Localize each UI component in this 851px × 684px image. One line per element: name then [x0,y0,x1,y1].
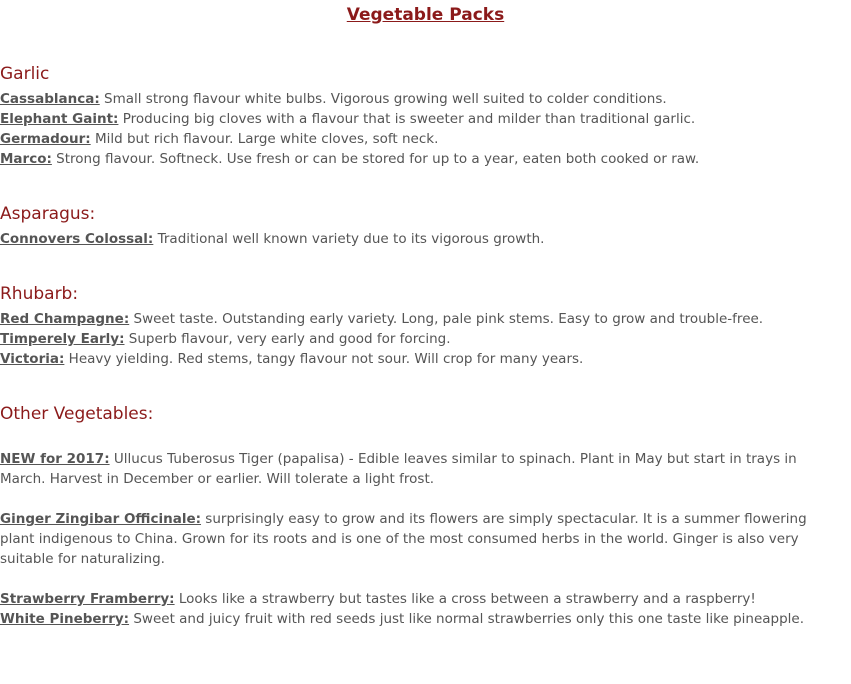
other-vegetables-heading: Other Vegetables: [0,404,154,424]
variety-name: Ginger Zingibar Officinale: [0,511,202,527]
rhubarb-item [0,309,851,329]
garlic-item [0,89,851,109]
asparagus-heading: Asparagus: [0,204,96,224]
variety-name: White Pineberry: [0,611,130,627]
variety-name: Connovers Colossal: [0,231,154,247]
variety-description: Superb flavour, very early and good for forcing. [124,331,451,347]
rhubarb-heading: Rhubarb: [0,284,79,304]
other-item [0,449,845,489]
rhubarb-item [0,349,851,369]
garlic-heading: Garlic [0,64,50,84]
garlic-item [0,109,851,129]
variety-name: NEW for 2017: [0,451,110,467]
variety-description: Mild but rich flavour. Large white cloves, soft neck. [90,131,439,147]
variety-description: Looks like a strawberry but tastes like a cross between a strawberry and a raspberry! [174,591,756,607]
variety-description: Sweet and juicy fruit with red seeds just like normal strawberries only this one taste like pineapple. [129,611,805,627]
page-title: Vegetable Packs [346,5,505,25]
variety-description: Sweet taste. Outstanding early variety. Long, pale pink stems. Easy to grow and trouble-free. [129,311,764,327]
variety-description: surprisingly easy to grow and its flowers are simply spectacular. It is a summer flowering plant indigenous to China. Grown for its roots and is one of the most consumed herbs in the world. Ginger is also very suitable for naturalizing. [0,511,807,567]
variety-name: Timperely Early: [0,331,125,347]
variety-name: Victoria: [0,351,65,367]
asparagus-item [0,229,851,249]
variety-name: Strawberry Framberry: [0,591,175,607]
variety-name: Germadour: [0,131,91,147]
variety-description: Ullucus Tuberosus Tiger (papalisa) - Edible leaves similar to spinach. Plant in May but start in trays in March. Harvest in December or earlier. Will tolerate a light frost. [0,451,797,487]
variety-name: Cassablanca: [0,91,100,107]
variety-name: Elephant Gaint: [0,111,119,127]
variety-description: Producing big cloves with a flavour that is sweeter and milder than traditional garlic. [118,111,696,127]
variety-description: Traditional well known variety due to its vigorous growth. [153,231,545,247]
garlic-item [0,129,851,149]
other-item [0,589,851,609]
variety-description: Small strong flavour white bulbs. Vigorous growing well suited to colder conditions. [99,91,667,107]
variety-description: Strong flavour. Softneck. Use fresh or can be stored for up to a year, eaten both cooked or raw. [51,151,700,167]
other-item [0,609,851,629]
variety-name: Marco: [0,151,52,167]
rhubarb-item [0,329,851,349]
variety-name: Red Champagne: [0,311,130,327]
variety-description: Heavy yielding. Red stems, tangy flavour not sour. Will crop for many years. [64,351,584,367]
garlic-item [0,149,851,169]
other-item [0,509,845,569]
